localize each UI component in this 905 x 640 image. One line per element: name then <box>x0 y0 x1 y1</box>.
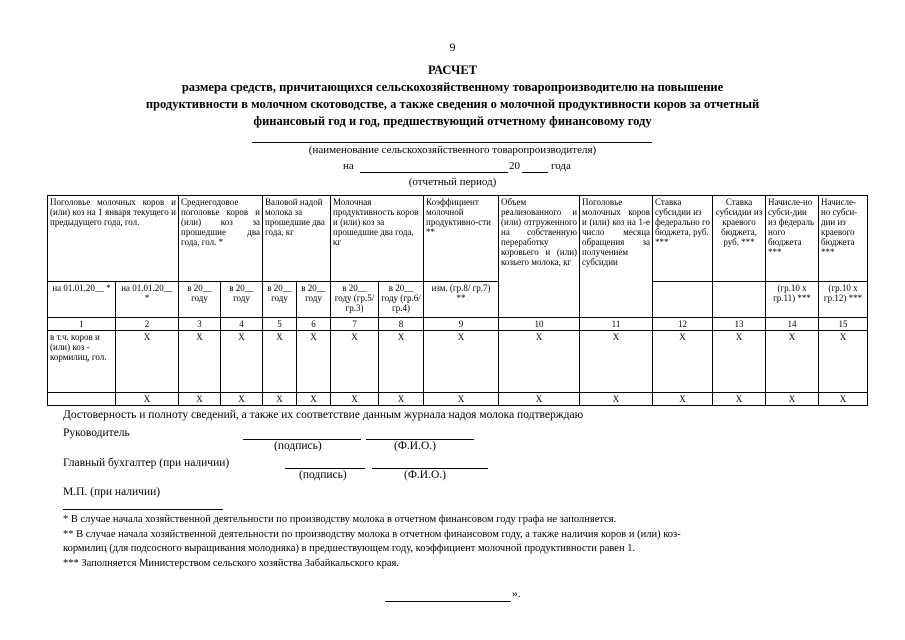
producer-name-caption: (наименование сельскохозяйственного товаропроизводителя) <box>308 144 597 156</box>
table-cell: Х <box>221 393 263 406</box>
header-avg-herd: Среднегодовое поголовье коров и (или) коз за прошедшие два года, гол. * <box>179 196 263 282</box>
table-cell: Х <box>424 331 499 393</box>
table-cell: Х <box>263 331 297 393</box>
accountant-fio-caption: (Ф.И.О.) <box>404 469 446 481</box>
document-heading: РАСЧЕТ <box>427 63 477 77</box>
page-number: 9 <box>449 40 456 54</box>
period-caption: (отчетный период) <box>408 176 497 188</box>
table-cell: Х <box>297 393 331 406</box>
producer-name-line <box>252 142 652 143</box>
table-cell: Х <box>819 393 868 406</box>
stamp-label: М.П. (при наличии) <box>63 486 161 498</box>
sub-jan1-current: на 01.01.20__ * <box>48 282 116 318</box>
row-label-nurse-cows: в т.ч. коров и (или) коз - кормилиц, гол. <box>48 331 116 393</box>
table-cell: Х <box>580 331 653 393</box>
column-number: 14 <box>766 318 819 331</box>
header-gross-yield: Валовой надой молока за прошедшие два года, кг <box>263 196 331 282</box>
table-cell-empty <box>48 393 116 406</box>
column-number: 8 <box>379 318 424 331</box>
closing-mark: ». <box>512 588 521 600</box>
sub-yield-year1: в 20__ году <box>263 282 297 318</box>
table-cell: Х <box>713 393 766 406</box>
column-number: 5 <box>263 318 297 331</box>
head-sign-caption: (подпись) <box>274 440 322 452</box>
footnote-3: *** Заполняется Министерством сельского хозяйства Забайкальского края. <box>63 558 399 569</box>
sub-productivity-year2: в 20__ году (гр.6/гр.4) <box>379 282 424 318</box>
sub-avg-year2: в 20__ году <box>221 282 263 318</box>
sub-regional-rate-empty <box>713 282 766 318</box>
footnote-2-line-1: ** В случае начала хозяйственной деятельности по производству молока в отчетном финансовом году, а также наличия коров и (или) коз- <box>63 529 681 540</box>
table-cell: Х <box>819 331 868 393</box>
table-cell: Х <box>766 393 819 406</box>
period-year-blank <box>522 172 548 173</box>
title-line-3: финансовый год и год, предшествующий отчетному финансовому году <box>253 114 652 128</box>
header-milk-productivity: Молочная продуктивность коров и (или) коз за прошедшие два года, кг <box>331 196 424 282</box>
column-number: 2 <box>116 318 179 331</box>
column-number: 4 <box>221 318 263 331</box>
header-federal-subsidy: Начисле-но субси-дии из федераль ного бюджета *** <box>766 196 819 282</box>
sub-jan1-previous: на 01.01.20__ * <box>116 282 179 318</box>
table-cell: Х <box>263 393 297 406</box>
period-blank-line <box>360 172 508 173</box>
table-cell: Х <box>179 331 221 393</box>
footnote-2-line-2: кормилиц (для подсосного выращивания молодняка) в предшествующем году, коэффициент молочной продуктивности равен 1. <box>63 543 636 554</box>
sub-avg-year1: в 20__ году <box>179 282 221 318</box>
table-cell: Х <box>499 331 580 393</box>
title-line-2: продуктивности в молочном скотоводстве, а также сведения о молочной продуктивности коров за отчетный <box>145 97 760 111</box>
column-number: 3 <box>179 318 221 331</box>
table-cell: Х <box>297 331 331 393</box>
period-year-suffix: года <box>551 160 571 172</box>
table-cell: Х <box>379 331 424 393</box>
table-cell: Х <box>499 393 580 406</box>
column-number: 7 <box>331 318 379 331</box>
calculation-table <box>47 195 868 406</box>
column-number: 11 <box>580 318 653 331</box>
sub-federal-formula: (гр.10 х гр.11) *** <box>766 282 819 318</box>
table-cell: Х <box>653 393 713 406</box>
accountant-sign-caption: (подпись) <box>299 469 347 481</box>
table-cell: Х <box>653 331 713 393</box>
confirmation-statement: Достоверность и полноту сведений, а также их соответствие данным журнала надоя молока подтверждаю <box>63 409 584 421</box>
table-cell: Х <box>331 393 379 406</box>
column-number: 15 <box>819 318 868 331</box>
sub-productivity-year1: в 20__ году (гр.5/гр.3) <box>331 282 379 318</box>
column-number: 10 <box>499 318 580 331</box>
header-federal-rate: Ставка субсидии из федерально го бюджета, руб. *** <box>653 196 713 282</box>
title-line-1: размера средств, причитающихся сельскохозяйственному товаропроизводителю на повышение <box>181 80 724 94</box>
sub-coefficient-formula: изм. (гр.8/ гр.7) ** <box>424 282 499 318</box>
column-number: 9 <box>424 318 499 331</box>
header-regional-subsidy: Начисле-но субси-дии из краевого бюджета *** <box>819 196 868 282</box>
table-cell: Х <box>424 393 499 406</box>
table-cell: Х <box>713 331 766 393</box>
sub-federal-rate-empty <box>653 282 713 318</box>
table-cell: Х <box>580 393 653 406</box>
header-herd-jan1: Поголовье молочных коров и (или) коз на 1 января текущего и предыдущего года, гол. <box>48 196 179 282</box>
column-number: 1 <box>48 318 116 331</box>
footnote-1: * В случае начала хозяйственной деятельности по производству молока в отчетном финансовом году графа не заполняется. <box>63 514 617 525</box>
head-fio-caption: (Ф.И.О.) <box>394 440 436 452</box>
table-cell: Х <box>116 393 179 406</box>
header-regional-rate: Ставка субсидии из краевого бюджета, руб. *** <box>713 196 766 282</box>
header-sold-milk-volume: Объем реализованного и (или) отгруженного на собственную переработку коровьего и (или) козьего молока, кг <box>499 196 580 318</box>
header-herd-application-date: Поголовье молочных коров и (или) коз на 1-е число месяца обращения за получением субсидии <box>580 196 653 318</box>
column-number: 6 <box>297 318 331 331</box>
table-cell: Х <box>221 331 263 393</box>
sub-regional-formula: (гр.10 х гр.12) *** <box>819 282 868 318</box>
sub-yield-year2: в 20__ году <box>297 282 331 318</box>
table-cell: Х <box>331 331 379 393</box>
table-cell: Х <box>116 331 179 393</box>
table-cell: Х <box>766 331 819 393</box>
period-year-start: 20 <box>509 160 520 172</box>
table-cell: Х <box>379 393 424 406</box>
footnote-separator <box>63 509 223 510</box>
period-prefix: на <box>343 160 354 172</box>
head-label: Руководитель <box>63 427 130 439</box>
header-productivity-coefficient: Коэффициент молочной продуктивно-сти ** <box>424 196 499 282</box>
column-number: 12 <box>653 318 713 331</box>
column-number: 13 <box>713 318 766 331</box>
table-cell: Х <box>179 393 221 406</box>
closing-line <box>385 601 511 602</box>
accountant-label: Главный бухгалтер (при наличии) <box>63 457 230 469</box>
